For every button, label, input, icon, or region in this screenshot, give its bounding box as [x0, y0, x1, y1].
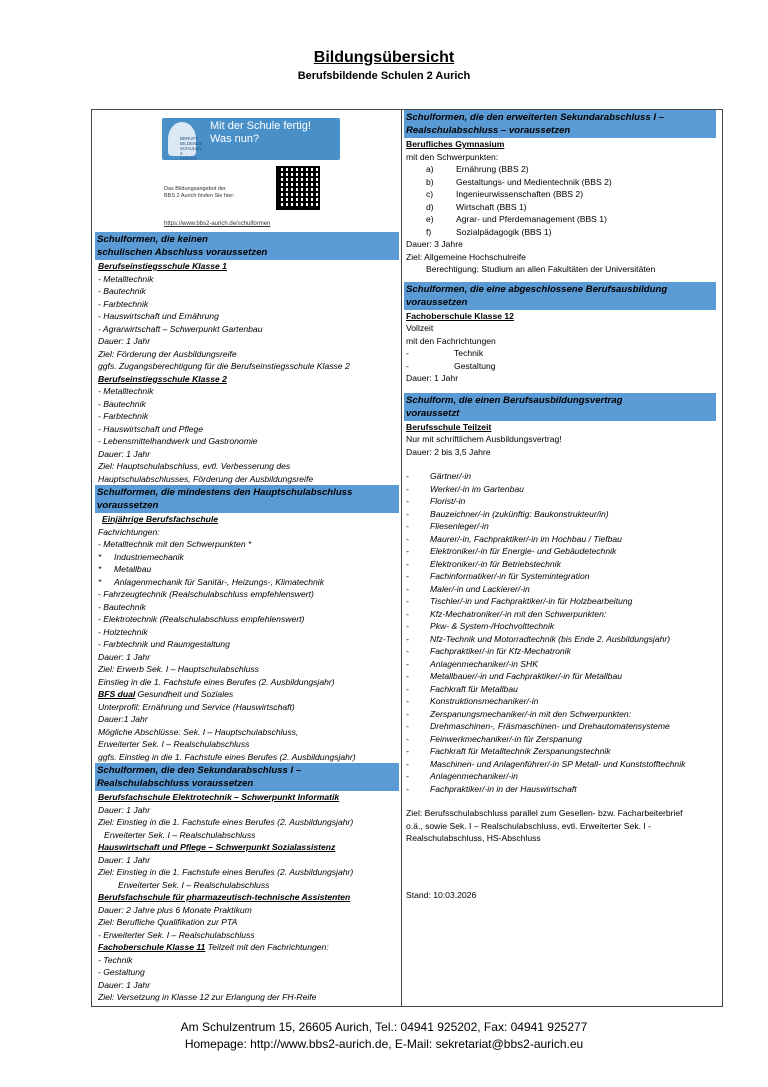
ebf-list [98, 588, 398, 651]
beruf-item [406, 645, 718, 658]
list-item-text: Agrar- und Pferdemanagement (BBS 1) [456, 214, 607, 224]
list-item: - Fahrzeugtechnik (Realschulabschluss empfehlenswert) [98, 589, 314, 599]
list-item: - Farbtechnik und Raumgestaltung [98, 639, 230, 649]
logo-text-line-2: BBS 2 Aurich finden Sie hier: [164, 193, 235, 199]
bst-dauer: Dauer: 2 bis 3,5 Jahre [406, 446, 491, 457]
dash-marker: - [406, 608, 409, 619]
dash-marker: - [406, 471, 409, 481]
ebf-metall: - Metalltechnik mit den Schwerpunkten * [98, 539, 252, 549]
list-marker: c) [426, 189, 434, 199]
fos11-ziel: Ziel: Versetzung in Klasse 12 zur Erlangung der FH-Reife [98, 992, 317, 1002]
header-line: Schulformen, die keinen [97, 234, 208, 245]
pta-title: Berufsfachschule für pharmazeutisch-technische Assistenten [98, 892, 351, 902]
beruf-text: Pkw- & System-/Hochvolttechnik [430, 621, 555, 631]
dash-marker: - [406, 683, 409, 694]
beruf-text: Fliesenleger/-in [430, 521, 489, 531]
list-item: - Holztechnik [98, 626, 148, 637]
fos12-mit: mit den Fachrichtungen [406, 335, 496, 346]
dash-marker: - [406, 633, 409, 644]
bek2-ziel-2: Hauptschulabschlusses, Förderung der Ausbildungsreife [98, 473, 314, 484]
list-marker: b) [426, 176, 434, 187]
list-item: - Farbtechnik [98, 298, 149, 309]
dash-marker: - [406, 708, 409, 719]
bek1-dauer: Dauer: 1 Jahr [98, 336, 151, 346]
page-title: Bildungsübersicht [313, 49, 455, 66]
list-item [406, 163, 718, 176]
section-header-realschule [95, 763, 399, 791]
beruf-text: Maschinen- und Anlagenführer/-in SP Metall- und Kunststofftechnik [430, 758, 686, 769]
list-item-text: Wirtschaft (BBS 1) [456, 201, 527, 212]
beruf-text: Anlagenmechaniker/-in [430, 771, 518, 781]
dash-marker: - [406, 508, 409, 519]
dash-marker: - [406, 533, 409, 544]
dash-marker: - [406, 621, 409, 631]
section-header-no-degree [95, 232, 399, 260]
list-marker: - [406, 348, 409, 358]
header-line: Schulformen, die mindestens den Hauptschulabschluss [97, 487, 353, 498]
dash-marker: - [406, 746, 409, 756]
page-subtitle: Berufsbildende Schulen 2 Aurich [297, 70, 471, 82]
dash-marker: - [406, 546, 409, 556]
list-marker: - [406, 360, 409, 371]
dash-marker: - [406, 596, 409, 606]
bfe-erweitert: Erweiterter Sek. I – Realschulabschluss [104, 829, 256, 840]
list-item: - Metalltechnik [98, 386, 154, 396]
beruf-text: Anlagenmechaniker/-in SHK [430, 658, 538, 669]
beruf-item [406, 533, 718, 546]
hws-dauer: Dauer: 1 Jahr [98, 854, 151, 865]
list-item [406, 226, 718, 239]
beruf-item [406, 545, 718, 558]
dash-marker: - [406, 671, 409, 681]
beruf-item [406, 783, 718, 796]
list-item-text: Gestaltung [454, 360, 496, 371]
header-line: voraussetzen [97, 500, 159, 511]
fos11-title: Fachoberschule Klasse 11 [98, 942, 206, 952]
bst-ziel-1: Ziel: Berufsschulabschluss parallel zum Gesellen- bzw. Facharbeiterbrief [406, 808, 683, 818]
beruf-item [406, 670, 718, 683]
list-item-text: Anlagenmechanik für Sanitär-, Heizungs-, Klimatechnik [114, 576, 325, 587]
beruf-item [406, 495, 718, 508]
dash-marker: - [406, 758, 409, 769]
beruf-text: Metallbauer/-in und Fachpraktiker/-in für Metallbau [430, 671, 623, 681]
stand-date: Stand: 10:03.2026 [406, 889, 477, 900]
beruf-item [406, 695, 718, 708]
footer [0, 1019, 768, 1053]
bfs-dual-title: BFS dual [98, 689, 136, 699]
fos11-dauer: Dauer: 1 Jahr [98, 979, 151, 990]
list-item [406, 360, 718, 373]
list-item [406, 188, 718, 201]
dash-marker: - [406, 521, 409, 531]
list-item [406, 201, 718, 214]
slogan-line-2: Was nun? [210, 133, 260, 145]
beruf-item [406, 608, 718, 621]
ebf-title: Einjährige Berufsfachschule [102, 514, 219, 524]
fos12-vollzeit: Vollzeit [406, 323, 434, 333]
fos11-rest: Teilzeit mit den Fachrichtungen: [205, 942, 329, 952]
beruf-item [406, 658, 718, 671]
list-item: - Lebensmittelhandwerk und Gastronomie [98, 436, 258, 446]
right-column [406, 110, 718, 901]
beruf-text: Tischler/-in und Fachpraktiker/-in für Holzbearbeitung [430, 596, 633, 606]
beruf-text: Fachpraktiker/-in für Kfz-Mechatronik [430, 646, 571, 656]
beruf-text: Fachkraft für Metallbau [430, 683, 518, 694]
list-item-text: Sozialpädagogik (BBS 1) [456, 226, 552, 237]
beruf-item [406, 595, 718, 608]
beruf-item [406, 483, 718, 496]
beruf-item [406, 508, 718, 521]
footer-contact[interactable]: Homepage: http://www.bbs2-aurich.de, E-Mail: sekretariat@bbs2-aurich.eu [184, 1037, 584, 1051]
logo-slogan [210, 120, 311, 146]
dash-marker: - [406, 721, 409, 731]
dash-marker: - [406, 558, 409, 569]
list-marker: e) [426, 214, 434, 224]
dash-marker: - [406, 783, 409, 794]
bfe-ziel: Ziel: Einstieg in die 1. Fachstufe eines Berufes (2. Ausbildungsjahr) [98, 817, 354, 827]
logo-text-line-1: Das Bildungsangebot der [164, 186, 226, 192]
list-item-text: Gestaltungs- und Medientechnik (BBS 2) [456, 176, 612, 187]
beruf-item [406, 470, 718, 483]
list-item: - Gestaltung [98, 967, 145, 977]
ebf-fachrichtungen: Fachrichtungen: [98, 526, 160, 537]
beruf-text: Maurer/-in, Fachpraktiker/-in im Hochbau / Tiefbau [430, 533, 622, 544]
beruf-text: Feinwerkmechaniker/-in für Zerspanung [430, 733, 582, 744]
section-header-hauptschule [95, 485, 399, 513]
beruf-text: Drehmaschinen-, Fräsmaschinen- und Drehautomatensysteme [430, 721, 670, 731]
list-item [406, 347, 718, 360]
qr-code-icon[interactable] [276, 166, 320, 210]
bek1-ziel: Ziel: Förderung der Ausbildungsreife [98, 348, 237, 359]
header-line: Schulform, die einen Berufsausbildungsvertrag [406, 394, 623, 406]
pta-erweitert: - Erweiterter Sek. I – Realschulabschluss [98, 929, 255, 940]
logo-url-link[interactable]: https://www.bbs2-aurich.de/schulformen [164, 221, 271, 227]
bg-list [406, 163, 718, 238]
logo-mini-text: BERUFS BILDENDE SCHULEN 2 AURICH [180, 136, 203, 161]
beruf-item [406, 570, 718, 583]
beruf-text: Gärtner/-in [430, 471, 472, 481]
dash-marker: - [406, 696, 409, 706]
slogan-line-1: Mit der Schule fertig! [210, 120, 311, 132]
beruf-item [406, 720, 718, 733]
bg-ziel: Ziel: Allgemeine Hochschulreife [406, 251, 526, 262]
list-item-text: Technik [454, 348, 484, 358]
dash-marker: - [406, 583, 409, 594]
dash-marker: - [406, 658, 409, 669]
list-item-text: Industriemechanik [114, 551, 184, 562]
bfs-dauer: Dauer:1 Jahr [98, 714, 148, 724]
bg-dauer: Dauer: 3 Jahre [406, 239, 463, 249]
footer-address: Am Schulzentrum 15, 26605 Aurich, Tel.: 04941 925202, Fax: 04941 925277 [180, 1020, 588, 1034]
header-line: Schulformen, die den Sekundarabschluss I – [97, 765, 302, 776]
beruf-item [406, 520, 718, 533]
list-item: - Elektrotechnik (Realschulabschluss empfehlenswert) [98, 614, 305, 624]
list-marker: * [98, 576, 102, 587]
school-logo [162, 114, 342, 232]
beruf-text: Fachpraktiker/-in in der Hauswirtschaft [430, 783, 577, 794]
list-item: - Technik [98, 954, 133, 965]
header-line: voraussetzt [406, 407, 460, 419]
fos11-line [98, 941, 398, 954]
list-item: - Bautechnik [98, 601, 146, 612]
dash-marker: - [406, 496, 409, 506]
beruf-text: Bauzeichner/-in (zukünftig: Baukonstrukteur/in) [430, 508, 609, 519]
bfe-dauer: Dauer: 1 Jahr [98, 804, 151, 815]
header-line: Realschulabschluss – voraussetzen [406, 125, 571, 136]
list-item-text: Metallbau [114, 564, 152, 574]
beruf-text: Konstruktionsmechaniker/-in [430, 696, 539, 706]
bek1-list [98, 273, 398, 336]
dash-marker: - [406, 733, 409, 744]
beruf-text: Elektroniker/-in für Betriebstechnik [430, 558, 561, 569]
list-item: - Hauswirtschaft und Pflege [98, 423, 204, 434]
beruf-text: Florist/-in [430, 496, 466, 506]
list-item: - Metalltechnik [98, 273, 154, 284]
section-header-erw-realschule [404, 110, 716, 138]
hws-ziel: Ziel: Einstieg in die 1. Fachstufe eines Berufes (2. Ausbildungsjahr) [98, 867, 354, 877]
berufe-list [406, 470, 718, 795]
left-column [98, 110, 398, 1004]
beruf-item [406, 558, 718, 571]
bfs-ggfs: ggfs. Einstieg in die 1. Fachstufe eines Berufes (2. Ausbildungsjahr) [98, 751, 356, 762]
beruf-text: Zerspanungsmechaniker/-in mit den Schwerpunkten: [430, 708, 632, 719]
ebf-schwerpunkte [98, 551, 398, 589]
fos11-list [98, 954, 398, 979]
list-item: - Hauswirtschaft und Ernährung [98, 311, 219, 321]
beruf-text: Nfz-Technik und Motorradtechnik (bis Ende 2. Ausbildungsjahr) [430, 633, 671, 644]
beruf-text: Kfz-Mechatroniker/-in mit den Schwerpunkten: [430, 608, 607, 619]
overview-table [91, 109, 723, 1007]
bg-schwerpunkte: mit den Schwerpunkten: [406, 151, 499, 162]
bfs-dual-line [98, 688, 398, 701]
dash-marker: - [406, 483, 409, 494]
list-item: - Bautechnik [98, 398, 146, 409]
header-line: Schulformen, die den erweiterten Sekundarabschluss I – [406, 112, 665, 123]
section-header-berufsausbildung [404, 282, 716, 310]
bg-berechtigung: Berechtigung: Studium an allen Fakultäten der Universitäten [426, 264, 656, 274]
dash-marker: - [406, 571, 409, 581]
hws-erweitert: Erweiterter Sek. I – Realschulabschluss [118, 879, 270, 890]
logo-info-text [164, 186, 264, 200]
beruf-item [406, 583, 718, 596]
bfs-abschluesse: Mögliche Abschlüsse: Sek. I – Hauptschulabschluss, [98, 726, 299, 737]
bek2-ziel-1: Ziel: Hauptschulabschluss, evtl. Verbesserung des [98, 461, 291, 471]
column-divider [401, 110, 402, 1006]
list-marker: * [98, 551, 102, 562]
beruf-text: Maler/-in und Lackierer/-in [430, 583, 530, 594]
hws-title: Hauswirtschaft und Pflege – Schwerpunkt Sozialassistenz [98, 842, 336, 852]
list-item [98, 576, 398, 589]
dash-marker: - [406, 771, 409, 781]
bst-ziel-2: o.ä., sowie Sek. I – Realschulabschluss, evtl. Erweiterter Sek. I - [406, 820, 652, 831]
beruf-item [406, 758, 718, 771]
beruf-text: Elektroniker/-in für Energie- und Gebäudetechnik [430, 546, 617, 556]
header-line: Realschulabschluss voraussetzen [97, 778, 254, 789]
bek2-dauer: Dauer: 1 Jahr [98, 448, 151, 459]
header-line: Schulformen, die eine abgeschlossene Berufsausbildung [406, 283, 668, 295]
bst-nur: Nur mit schriftlichem Ausbildungsvertrag! [406, 434, 562, 444]
list-item [406, 176, 718, 189]
list-item-text: Ingenieurwissenschaften (BBS 2) [456, 189, 584, 199]
list-item-text: Ernährung (BBS 2) [456, 164, 529, 174]
ebf-dauer: Dauer: 1 Jahr [98, 651, 151, 662]
list-marker: a) [426, 164, 434, 174]
dash-marker: - [406, 646, 409, 656]
bek1-ggfs: ggfs. Zugangsberechtigung für die Berufseinstiegsschule Klasse 2 [98, 361, 350, 371]
bfe-title: Berufsfachschule Elektrotechnik – Schwerpunkt Informatik [98, 792, 340, 802]
beruf-text: Fachkraft für Metalltechnik Zerspanungstechnik [430, 746, 611, 756]
bst-ziel-3: Realschulabschluss, HS-Abschluss [406, 833, 541, 843]
fos12-dauer: Dauer: 1 Jahr [406, 373, 459, 383]
bg-title: Berufliches Gymnasium [406, 139, 505, 149]
beruf-item [406, 733, 718, 746]
beruf-item [406, 770, 718, 783]
list-marker: * [98, 564, 102, 574]
bek2-list [98, 385, 398, 448]
header-line: voraussetzen [406, 296, 468, 308]
fos12-title: Fachoberschule Klasse 12 [406, 310, 514, 321]
fos12-list [406, 347, 718, 372]
pta-dauer: Dauer: 2 Jahre plus 6 Monate Praktikum [98, 904, 252, 915]
list-marker: f) [426, 226, 432, 237]
bek2-title: Berufseinstiegsschule Klasse 2 [98, 373, 227, 384]
ebf-einstieg: Einstieg in die 1. Fachstufe eines Berufes (2. Ausbildungsjahr) [98, 676, 335, 687]
bst-title: Berufsschule Teilzeit [406, 421, 492, 432]
list-item: - Farbtechnik [98, 411, 149, 421]
bek1-title: Berufseinstiegsschule Klasse 1 [98, 261, 227, 271]
bfs-unterprofil: Unterprofil: Ernährung und Service (Hauswirtschaft) [98, 701, 295, 712]
beruf-text: Werker/-in im Gartenbau [430, 483, 524, 494]
section-header-ausbildungsvertrag [404, 393, 716, 421]
bfs-erweitert: Erweiterter Sek. I – Realschulabschluss [98, 739, 250, 749]
beruf-item [406, 633, 718, 646]
list-item [98, 551, 398, 564]
bfs-dual-rest: Gesundheit und Soziales [135, 689, 234, 699]
list-item: - Agrarwirtschaft – Schwerpunkt Gartenbau [98, 323, 263, 334]
list-marker: d) [426, 201, 434, 212]
beruf-item [406, 745, 718, 758]
list-item: - Bautechnik [98, 286, 146, 296]
list-item [406, 213, 718, 226]
beruf-text: Fachinformatiker/-in für Systemintegration [430, 571, 590, 581]
header-line: schulischen Abschluss voraussetzen [97, 247, 268, 258]
list-item [98, 563, 398, 576]
ebf-ziel: Ziel: Erwerb Sek. I – Hauptschulabschluss [98, 664, 259, 674]
pta-ziel: Ziel: Berufliche Qualifikation zur PTA [98, 917, 238, 927]
beruf-item [406, 620, 718, 633]
beruf-item [406, 683, 718, 696]
beruf-item [406, 708, 718, 721]
